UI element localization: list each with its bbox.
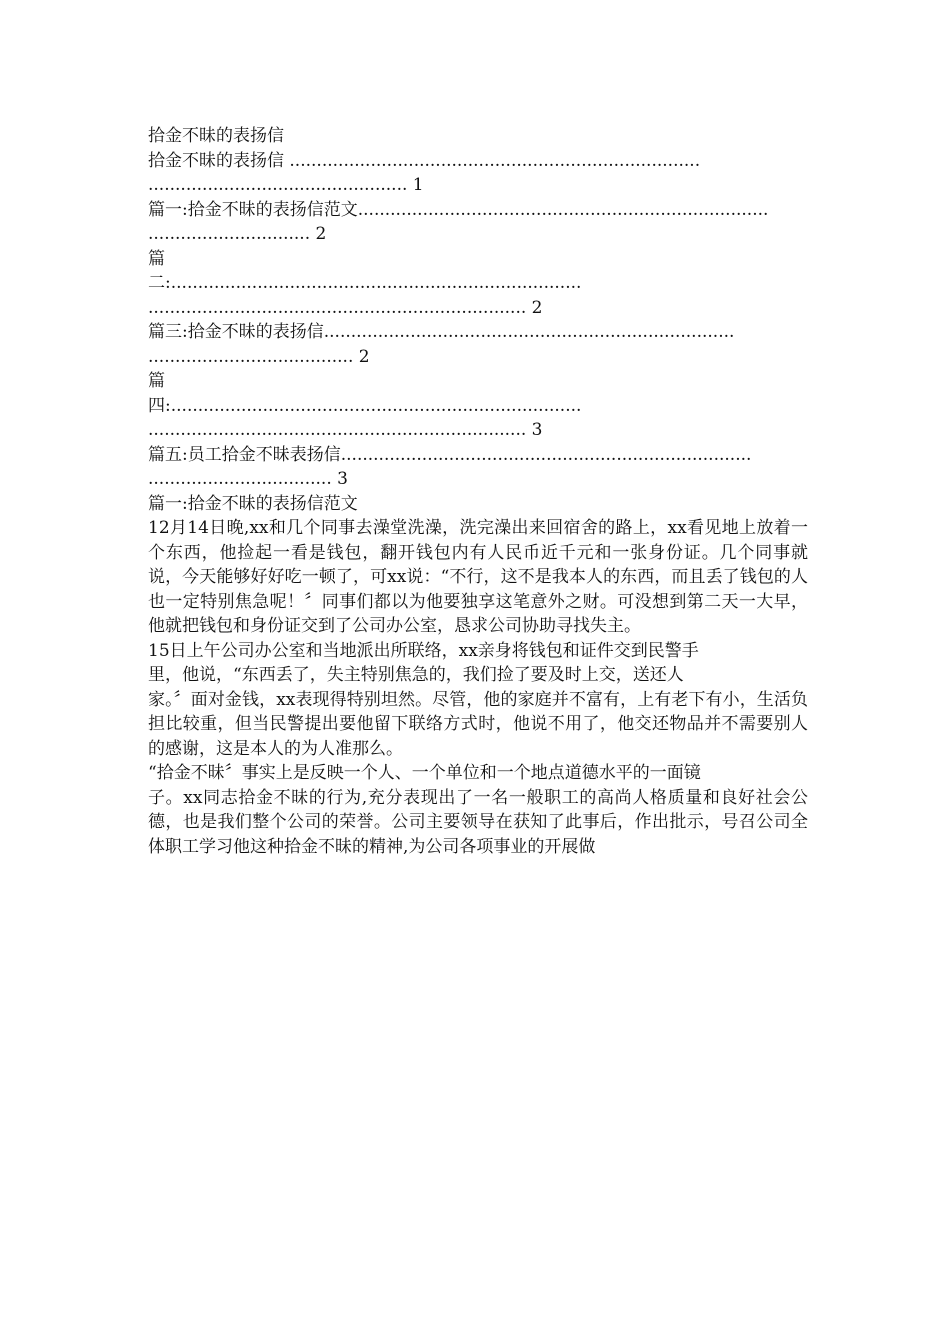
paragraph: 子。xx同志拾金不昧的行为,充分表现出了一名一般职工的高尚人格质量和良好社会公德，也是我们整个公司的荣誉。公司主要领导在获知了此事后，作出批示，号召公司全体职工学习他这种拾金不昧的精神,为公司各项事业的开展做 <box>148 787 808 857</box>
document-title: 拾金不昧的表扬信 <box>148 126 284 146</box>
paragraph-line: “拾金不昧〞事实上是反映一个人、一个单位和一个地点道德水平的一面镜 <box>148 763 701 783</box>
document-page <box>148 124 808 859</box>
toc-line: 篇 <box>148 371 165 391</box>
paragraph-line: 里，他说，“东西丢了，失主特别焦急的，我们捡了要及时上交，送还人 <box>148 665 684 685</box>
toc-line: 拾金不昧的表扬信 ............................................................................ <box>148 150 701 171</box>
toc-line: ...................................................................... 3 <box>148 420 543 440</box>
toc-line: .................................. 3 <box>148 469 348 489</box>
toc-line: .............................. 2 <box>148 224 327 244</box>
toc-line: ...................................................................... 2 <box>148 297 543 318</box>
toc-line: 四:............................................................................ <box>148 395 582 416</box>
toc-line: 篇五:员工拾金不昧表扬信............................................................................ <box>148 444 752 465</box>
paragraph: 12月14日晚,xx和几个同事去澡堂洗澡，洗完澡出来回宿舍的路上，xx看见地上放着一个东西，他捡起一看是钱包，翻开钱包内有人民币近千元和一张身份证。几个同事就说，今天能够好好吃一顿了，可xx说：“不行，这不是我本人的东西，而且丢了钱包的人也一定特别焦急呢！〞同事们都以为他要独享这笔意外之财。可没想到第二天一大早，他就把钱包和身份证交到了公司办公室，恳求公司协助寻找失主。 <box>148 518 808 636</box>
toc-line: ...................................... 2 <box>148 346 370 367</box>
paragraph: 家。〞面对金钱，xx表现得特别坦然。尽管，他的家庭并不富有，上有老下有小，生活负担比较重，但当民警提出要他留下联络方式时，他说不用了，他交还物品并不需要别人的感谢，这是本人的为人准那么。 <box>148 689 808 759</box>
toc-line: 篇 <box>148 248 165 269</box>
toc-line: 篇三:拾金不昧的表扬信............................................................................ <box>148 322 735 342</box>
body-text <box>148 516 808 859</box>
toc-line: 二:............................................................................ <box>148 273 582 293</box>
toc-line: 篇一:拾金不昧的表扬信范文............................................................................ <box>148 199 769 220</box>
paragraph-line: 15日上午公司办公室和当地派出所联络，xx亲身将钱包和证件交到民警手 <box>148 640 699 661</box>
table-of-contents <box>148 149 808 492</box>
toc-line: ................................................ 1 <box>148 175 424 195</box>
section-heading: 篇一:拾金不昧的表扬信范文 <box>148 493 358 514</box>
